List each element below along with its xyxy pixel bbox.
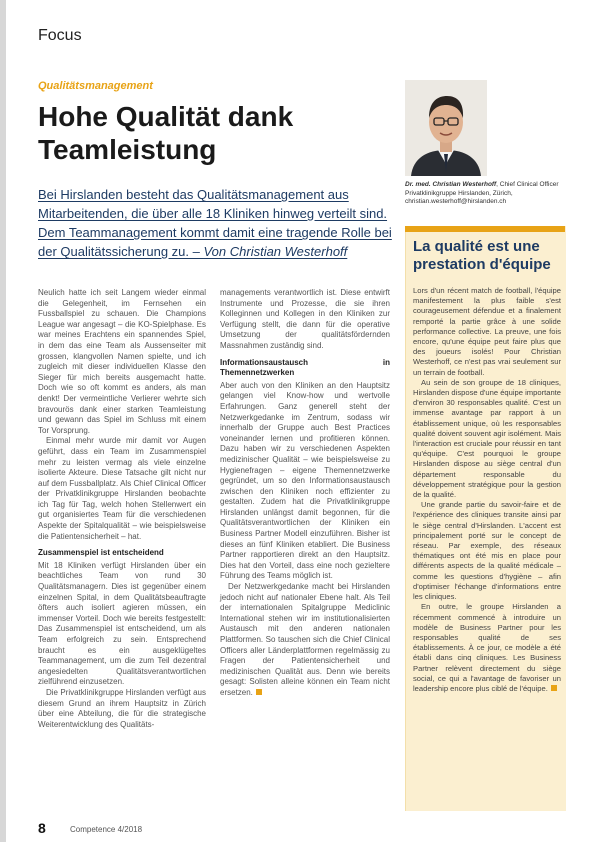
magazine-issue: Competence 4/2018 [70,825,143,834]
page-edge-shadow [0,0,6,842]
lead-author: Von Christian Westerhoff [203,244,348,259]
author-portrait [405,80,487,176]
paragraph: Die Privatklinikgruppe Hirslanden verfügt aus diesem Grund an ihrem Hauptsitz in Zürich über eine Abteilung, die für die strategische Weiterentwicklung des Qualitäts- [38,687,206,729]
page-title: Hohe Qualität dank Teamleistung [38,101,294,165]
page-number: 8 [38,820,46,836]
caption-name: Dr. med. Christian Westerhoff [405,181,497,188]
paragraph: Einmal mehr wurde mir damit vor Augen geführt, dass ein Team im Zusammenspiel mehr zu leisten vermag als viele einzelne isolierte Akteure. Diese Tatsache gilt nicht nur auf dem Fussballplatz. Als Chief Clinical Officer der Privatklinikgruppe Hirslanden beobachte ich Tag für Tag, welch hohen Stellenwert ein gut organisiertes Team für die verschiedenen Aspekte der Spitalqualität – wie beispielsweise die Patientensicherheit – hat. [38,436,206,541]
subheading: Informationsaustausch in Themennetzwerken [220,357,390,378]
lead-text: Bei Hirslanden besteht das Qualitätsmanagement aus Mitarbeitenden, die über alle 18 Kliniken hinweg verteilt sind. Dem Teammanagement kommt damit eine tragende Rolle bei der Qualitätssicherung zu. – [38,187,392,259]
sidebar-paragraph: Au sein de son groupe de 18 cliniques, Hirslanden dispose d'une équipe importante d'environ 30 responsables qualité. C'est un immense avantage par rapport à un établissement unique, où les responsables qualité doivent souvent agir isolément. Mais l'interaction est cruciale pour réussir en tant qu'équipe. C'est pourquoi le groupe Hirslanden dispose au siège central d'un département responsable du développement stratégique pour la gestion de la qualité. [413,377,561,500]
paragraph: managements verantwortlich ist. Diese entwirft Instrumente und Prozesse, die sie ihren Kolleginnen und Kollegen in den Kliniken zur Verfügung stellt, die dann für die operative Umsetzung der qualitätsfördernden Massnahmen zuständig sind. [220,288,390,350]
sidebar-paragraph: Lors d'un récent match de football, l'équipe manifestement la plus faible s'est courageusement défendue et a finalement remporté la partie grâce à une solide performance collective. La preuve, une fois encore, qu'une équipe peut faire plus que des joueurs isolés! Pour Christian Westerhoff, ce n'est pas vrai seulement sur un terrain de football. [413,286,561,377]
sidebar-title: La qualité est une prestation d'équipe [413,238,551,273]
kicker: Qualitätsmanagement [38,80,153,92]
paragraph: Aber auch von den Kliniken an den Hauptsitz gelangen viel Know-how und wertvolle Erfahrungen. Ganz generell steht der Netzwerkgedanke im Zentrum, sodass wir innerhalb der Gruppe auch Best Practices voneinander lernen und profitieren können. Dazu haben wir zu verschiedenen Aspekten medizinischer Qualität – wie beispielsweise zu Hygienefragen – eigene Themennetzwerke gegründet, um so den Informationsaustausch zwischen den Kliniken noch effizienter zu gestalten. Zudem hat die Privatklinikgruppe Hirslanden unlängst damit begonnen, für die Qualitätsverantwortlichen der Kliniken ein Business Partner Modell einzuführen. Bisher ist dieses an fünf Kliniken etabliert. Die Business Partner rapportieren direkt an den Hauptsitz. Dies hat den Vorteil, dass eine noch gezieltere Führung des Teams möglich ist. [220,380,390,581]
section-label: Focus [38,27,82,44]
paragraph-final [220,582,390,699]
subheading: Zusammenspiel ist entscheidend [38,548,164,558]
lead-paragraph [38,185,394,261]
end-mark-icon [256,689,262,695]
caption-role: , Chief Clinical Officer Privatklinikgruppe Hirslanden, Zürich, christian.westerhoff@hirslanden.ch [405,181,559,205]
sidebar-paragraph-text: En outre, le groupe Hirslanden a récemment commencé à introduire un modèle de Business Partner pour les responsables qualité de ses établissements. À ce jour, ce modèle a été établi dans cinq cliniques. Les Business Partner relèvent directement du siège social, ce qui a l'avantage de favoriser un leadership encore plus ciblé de l'équipe. [413,602,561,693]
sidebar-body [413,286,561,694]
paragraph-text: Der Netzwerkgedanke macht bei Hirslanden jedoch nicht auf nationaler Ebene halt. Als Teil der internationalen Spitalgruppe Mediclinic International stehen wir im institutionalisierten Austausch mit den anderen nationalen Plattformen. So tauschen sich die Chief Clinical Officers aller Länderplattformen regelmässig zu Fragen der Patientensicherheit und medizinischen Qualität aus. Denn wie bereits gesagt: Solisten alleine können ein Team nicht ersetzen. [220,582,390,697]
portrait-illustration [405,80,487,176]
paragraph: Neulich hatte ich seit Langem wieder einmal die Gelegenheit, im Fernsehen ein Fussballspiel zu schauen. Die Champions League war angesagt – die KO-Spielphase. Es war meines Erachtens ein spannendes Spiel, in dem das eine Team als Aussenseiter mit grossen, klangvollen Namen spielte, und ich zugleich mit dieser individuellen Klasse den Sieger für mich bereits ausgemacht hatte. Doch wie so oft kommt es anders, als man denkt! Der vermeintliche Verlierer wehrte sich bravourös dank einer starken Teamleistung und gewann das Spiel im Schluss mit einem Tor Vorsprung. [38,288,206,435]
portrait-caption [405,181,575,207]
sidebar-accent-bar [405,226,565,232]
end-mark-icon [551,685,557,691]
article-column-2 [220,288,390,699]
paragraph: Mit 18 Kliniken verfügt Hirslanden über ein beachtliches Team von rund 30 Qualitätsmanagern. Dies ist gegenüber einem einzelnen Spital, in dem Qualitätsbeauftragte öfters auch isoliert agieren müssen, ein immenser Vorteil. Doch wie bereits festgestellt: Das Zusammenspiel ist entscheidend, um als Team erfolgreich zu sein. Entsprechend braucht es ein ausgeklügeltes Teammanagement, um die zum Teil dezentral angesiedelten Qualitätsverantwortlichen zielführend einzusetzen. [38,560,206,687]
sidebar-paragraph-final [413,602,561,694]
article-column-1 [38,288,206,730]
sidebar-paragraph: Une grande partie du savoir-faire et de l'expérience des cliniques transite ainsi par le siège central d'Hirslanden. L'accent est principalement porté sur le concept de réseau. Par exemple, des réseaux thématiques ont été mis en place pour différents aspects de la qualité médicale – comme les questions d'hygiène – afin d'optimiser l'échange d'informations entre les cliniques. [413,500,561,602]
